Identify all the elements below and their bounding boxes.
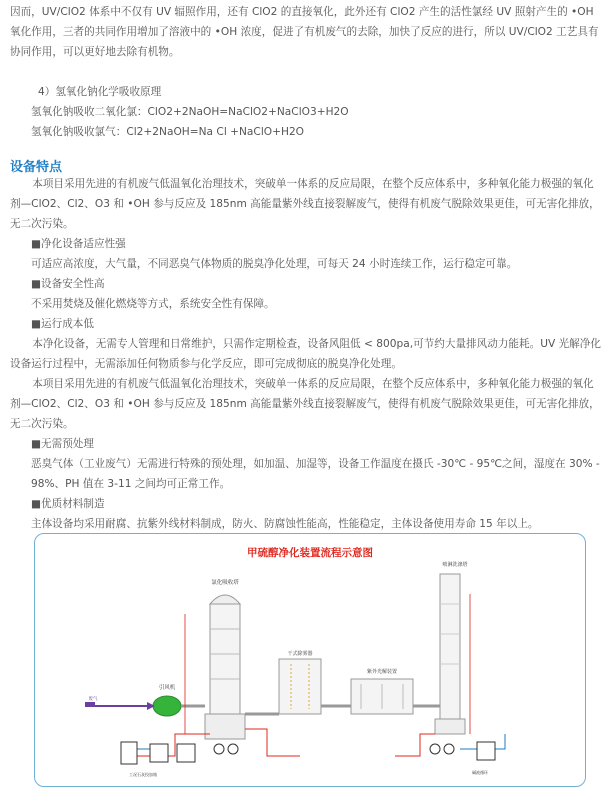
uv-photolysis-unit [351, 679, 413, 714]
paragraph-feature-intro: 本项目采用先进的有机废气低温氧化治理技术，突破单一体系的反应局限，在整个反应体系中，多种氧化能力极强的氧化剂—ClO2、Cl2、O3 和 •OH 参与反应及 185nm 高能量紫外线直接裂解废气，使得有机废气脱除效果更佳，可无害化排放，无二次污染。 [10, 178, 600, 230]
paragraph-uv-clo2: 因而，UV/ClO2 体系中不仅有 UV 辐照作用，还有 ClO2 的直接氧化，此外还有 ClO2 产生的活性氯经 UV 照射产生的 •OH 氧化作用，三者的共同作用增加了溶液中的 •OH 浓度，促进了有机废气的去除，加快了反应的进行，所以 UV/ClO2 工艺具有协同作用，可以更好地去除有机物。 [10, 6, 599, 58]
pump-right [430, 742, 495, 760]
equation-clo2: 氢氧化钠吸收二氧化氯：ClO2+2NaOH=NaClO2+NaClO3+H2O [31, 106, 349, 118]
text-low-cost: 本净化设备，无需专人管理和日常维护，只需作定期检查，设备风阻低 < 800pa,可节约大量排风动力能耗。UV 光解净化设备运行过程中，无需添加任何物质参与化学反应，即可完成彻底的脱臭净化处理。 [10, 338, 601, 370]
process-flow-diagram [34, 533, 586, 787]
equation-cl2: 氢氧化钠吸收氯气：Cl2+2NaOH=Na Cl +NaClO+H2O [31, 126, 305, 138]
absorber-tower [205, 595, 245, 739]
inlet-arrow-icon [85, 702, 155, 710]
label-fan: 引风机 [158, 685, 176, 691]
dry-filter-unit [279, 659, 321, 714]
bullet-adaptability: ■净化设备适应性强 [31, 238, 126, 250]
text-adaptability: 可适应高浓度，大气量，不同恶臭气体物质的脱臭净化处理，可每天 24 小时连续工作，运行稳定可靠。 [31, 258, 518, 270]
fan-icon [153, 696, 181, 716]
label-inlet: 废气 [88, 697, 98, 702]
paragraph-feature-repeat: 本项目采用先进的有机废气低温氧化治理技术，突破单一体系的反应局限，在整个反应体系中，多种氧化能力极强的氧化剂—ClO2、Cl2、O3 和 •OH 参与反应及 185nm 高能量紫外线直接裂解废气，使得有机废气脱除效果更佳，可无害化排放，无二次污染。 [10, 378, 600, 430]
label-uv: 紫外光解装置 [366, 669, 398, 675]
text-no-pretreatment: 恶臭气体（工业废气）无需进行特殊的预处理，如加温、加湿等，设备工作温度在摄氏 -30℃ - 95℃之间，湿度在 30% - 98%、PH 值在 3-11 之间均可正常工作。 [31, 458, 600, 490]
label-tank-right: 碱液循环 [472, 770, 488, 775]
label-absorber: 氯化吸收塔 [211, 580, 239, 586]
diagram-title: 甲硫醇净化装置流程示意图 [247, 547, 373, 559]
flow-diagram-svg [35, 534, 585, 786]
label-tank-left: 工况石灰投加箱 [129, 772, 157, 777]
tanks-left [121, 742, 238, 764]
bullet-low-cost: ■运行成本低 [31, 318, 94, 330]
bullet-no-pretreatment: ■无需预处理 [31, 438, 94, 450]
item-naoh-principle: 4）氢氧化钠化学吸收原理 [38, 86, 162, 98]
spray-tower [435, 574, 465, 734]
label-chimney: 喷淋洗涤塔 [442, 562, 468, 568]
label-dry-filter: 干式除雾器 [287, 651, 313, 657]
bullet-safety: ■设备安全性高 [31, 278, 105, 290]
text-safety: 不采用焚烧及催化燃烧等方式，系统安全性有保障。 [31, 298, 275, 310]
section-heading: 设备特点 [10, 160, 63, 175]
bullet-materials: ■优质材料制造 [31, 498, 105, 510]
text-materials: 主体设备均采用耐腐、抗紫外线材料制成，防火、防腐蚀性能高，性能稳定，主体设备使用寿命 15 年以上。 [31, 518, 539, 530]
